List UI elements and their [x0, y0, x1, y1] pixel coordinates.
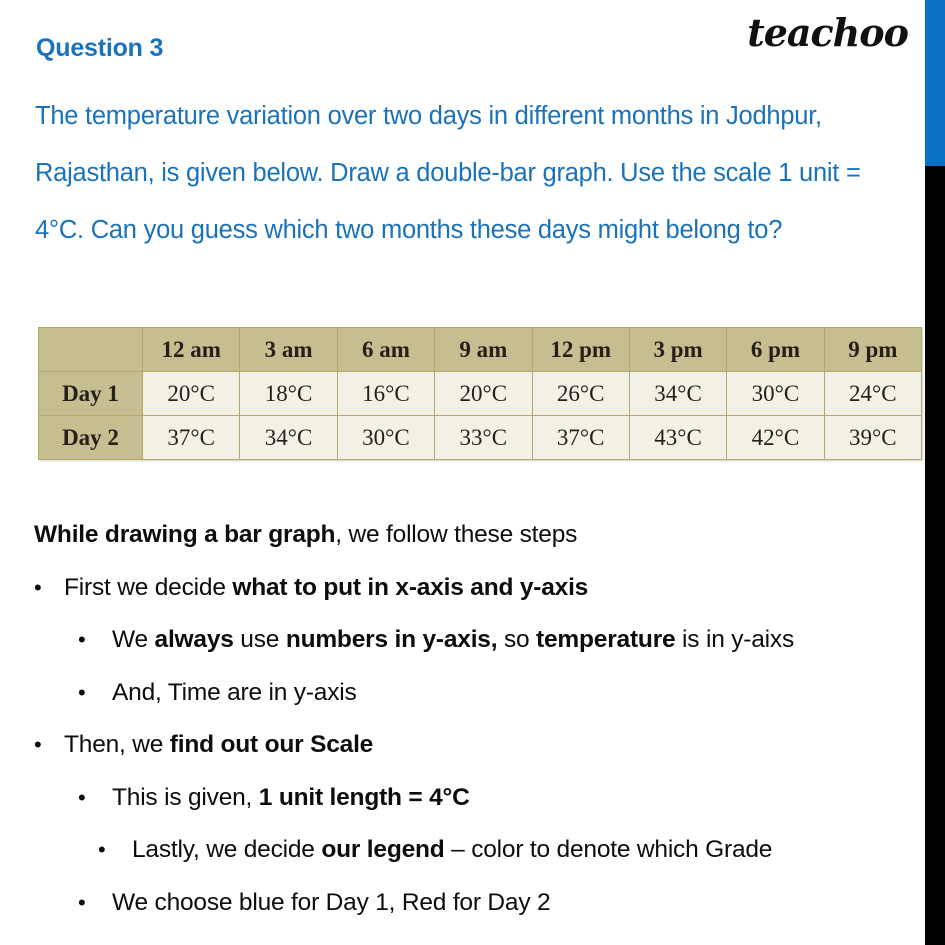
table-row — [39, 416, 922, 460]
page-title: Question 3 — [36, 34, 164, 62]
table-row-header: Day 2 — [39, 416, 143, 460]
bullet-icon: • — [78, 889, 86, 915]
table-cell-value: 30°C — [727, 372, 824, 416]
step-bullet-item — [78, 628, 924, 653]
table-body — [39, 372, 922, 460]
step-text-emphasis: what to put in x-axis and y-axis — [232, 573, 589, 601]
step-bullet-item — [34, 733, 924, 758]
table-row — [39, 372, 922, 416]
table-cell-value: 42°C — [727, 416, 824, 460]
table-col-header: 12 am — [143, 328, 240, 372]
table-col-header: 3 am — [240, 328, 337, 372]
step-text-emphasis: 1 unit length = 4°C — [258, 783, 470, 811]
teachoo-logo: teachoo — [747, 10, 908, 55]
step-text-emphasis: temperature — [536, 626, 676, 653]
step-text: And, Time are in y-axis — [112, 678, 357, 706]
step-text: is in y-aixs — [675, 626, 795, 653]
step-text: We choose blue for Day 1, Red for Day 2 — [112, 888, 551, 916]
bullet-icon: • — [34, 732, 42, 757]
steps-intro — [34, 523, 924, 548]
table-cell-value: 33°C — [435, 416, 532, 460]
step-text: so — [497, 626, 537, 653]
table-cell-value: 30°C — [337, 416, 434, 460]
table-cell-value: 37°C — [532, 416, 629, 460]
table-col-header: 6 pm — [727, 328, 824, 372]
table-col-header: 9 am — [435, 328, 532, 372]
table-header-row — [39, 328, 922, 372]
step-bullet-item — [98, 838, 924, 863]
step-text: use — [233, 626, 286, 653]
step-text: Lastly, we decide — [132, 836, 322, 863]
table-col-header: 6 am — [337, 328, 434, 372]
table-cell-value: 16°C — [337, 372, 434, 416]
table-row-header: Day 1 — [39, 372, 143, 416]
table-col-header: 9 pm — [824, 328, 921, 372]
step-text: This is given, — [112, 783, 259, 811]
table-header — [39, 328, 922, 372]
table-cell-value: 39°C — [824, 416, 921, 460]
table-cell-value: 20°C — [143, 372, 240, 416]
table-col-header: 3 pm — [629, 328, 726, 372]
table-cell-value: 18°C — [240, 372, 337, 416]
edge-black-band — [925, 166, 945, 945]
bullet-icon: • — [78, 627, 86, 652]
steps-section — [34, 523, 924, 943]
bullet-icon: • — [78, 784, 86, 810]
bullet-icon: • — [34, 574, 42, 600]
table-cell-value: 20°C — [435, 372, 532, 416]
table-col-header: 12 pm — [532, 328, 629, 372]
step-text-emphasis: always — [154, 626, 234, 653]
table-cell-value: 34°C — [629, 372, 726, 416]
step-bullet-item — [78, 678, 924, 706]
table-cell-value: 26°C — [532, 372, 629, 416]
step-text-emphasis: our legend — [321, 836, 445, 863]
step-bullet-item — [34, 573, 924, 601]
table-cell-value: 34°C — [240, 416, 337, 460]
table-cell-value: 37°C — [143, 416, 240, 460]
question-text: The temperature variation over two days in different months in Jodhpur, Rajasthan, is given below. Draw a double-bar graph. Use the scale 1 unit = 4°C. Can you guess which two months these days might belong to? — [35, 102, 861, 244]
steps-intro-bold: While drawing a bar graph — [34, 521, 336, 548]
step-text: Then, we — [64, 731, 170, 758]
right-edge-strip — [925, 0, 945, 945]
table-corner-cell — [39, 328, 143, 372]
step-text: – color to denote which Grade — [444, 836, 773, 863]
bullet-icon: • — [78, 679, 86, 705]
table-cell-value: 24°C — [824, 372, 921, 416]
steps-intro-rest: , we follow these steps — [335, 521, 578, 548]
steps-bullet-list — [34, 573, 924, 916]
step-bullet-item — [78, 888, 924, 916]
bullet-icon: • — [98, 837, 106, 862]
step-text-emphasis: find out our Scale — [169, 731, 374, 758]
step-text: We — [112, 626, 155, 653]
edge-blue-band — [925, 0, 945, 166]
step-text: First we decide — [64, 573, 233, 601]
table-cell-value: 43°C — [629, 416, 726, 460]
temperature-table — [38, 327, 922, 460]
step-text-emphasis: numbers in y-axis, — [285, 626, 498, 653]
step-bullet-item — [78, 783, 924, 811]
